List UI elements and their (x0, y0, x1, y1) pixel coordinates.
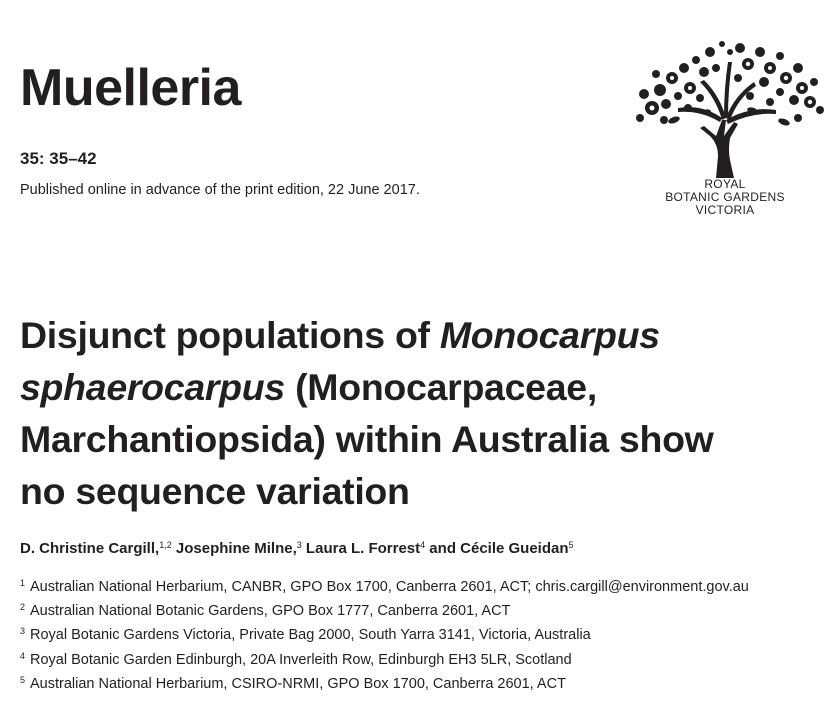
rbgv-logo (630, 38, 826, 224)
affiliation-item: $^5$ Australian National Herbarium, CSIRO-NRMI, GPO Box 1700, Canberra 2601, ACT (20, 674, 566, 692)
logo-text (624, 178, 826, 217)
logo-line-royal: ROYAL (704, 177, 746, 191)
title-line-1: Disjunct populations of Monocarpus (20, 314, 660, 356)
volume-pages: 35: 35–42 (20, 149, 97, 168)
author: Josephine Milne,$^3$ (171, 540, 302, 557)
title-line-3: Marchantiopsida) within Australia show (20, 418, 714, 460)
title-line-2: sphaerocarpus (Monocarpaceae, (20, 366, 597, 408)
paper-title (20, 309, 825, 517)
affiliation-item: $^4$ Royal Botanic Garden Edinburgh, 20A Inverleith Row, Edinburgh EH3 5LR, Scotland (20, 650, 572, 668)
title-genus: Monocarpus (439, 314, 660, 356)
author: Laura L. Forrest$^4$ (301, 540, 426, 557)
journal-title: Muelleria (20, 59, 241, 117)
author: D. Christine Cargill,$^{1,2}$ (20, 540, 172, 557)
tree-logo-icon (630, 38, 826, 178)
title-line-4: no sequence variation (20, 470, 410, 512)
author-list (20, 540, 574, 557)
affiliation-item: $^3$ Royal Botanic Gardens Victoria, Private Bag 2000, South Yarra 3141, Victoria, Australia (20, 626, 591, 644)
logo-line-botanic-gardens: BOTANIC GARDENS (665, 190, 785, 204)
affiliation-item: $^1$ Australian National Herbarium, CANBR, GPO Box 1700, Canberra 2601, ACT; chris.cargill@environment.gov.au (20, 578, 749, 595)
title-species: sphaerocarpus (20, 366, 285, 408)
publication-note: Published online in advance of the print edition, 22 June 2017. (20, 182, 420, 198)
affiliation-list (20, 575, 749, 696)
affiliation-item: $^2$ Australian National Botanic Gardens, GPO Box 1777, Canberra 2601, ACT (20, 602, 511, 620)
logo-line-victoria: VICTORIA (695, 203, 755, 217)
author: and Cécile Gueidan$^5$ (425, 540, 574, 557)
